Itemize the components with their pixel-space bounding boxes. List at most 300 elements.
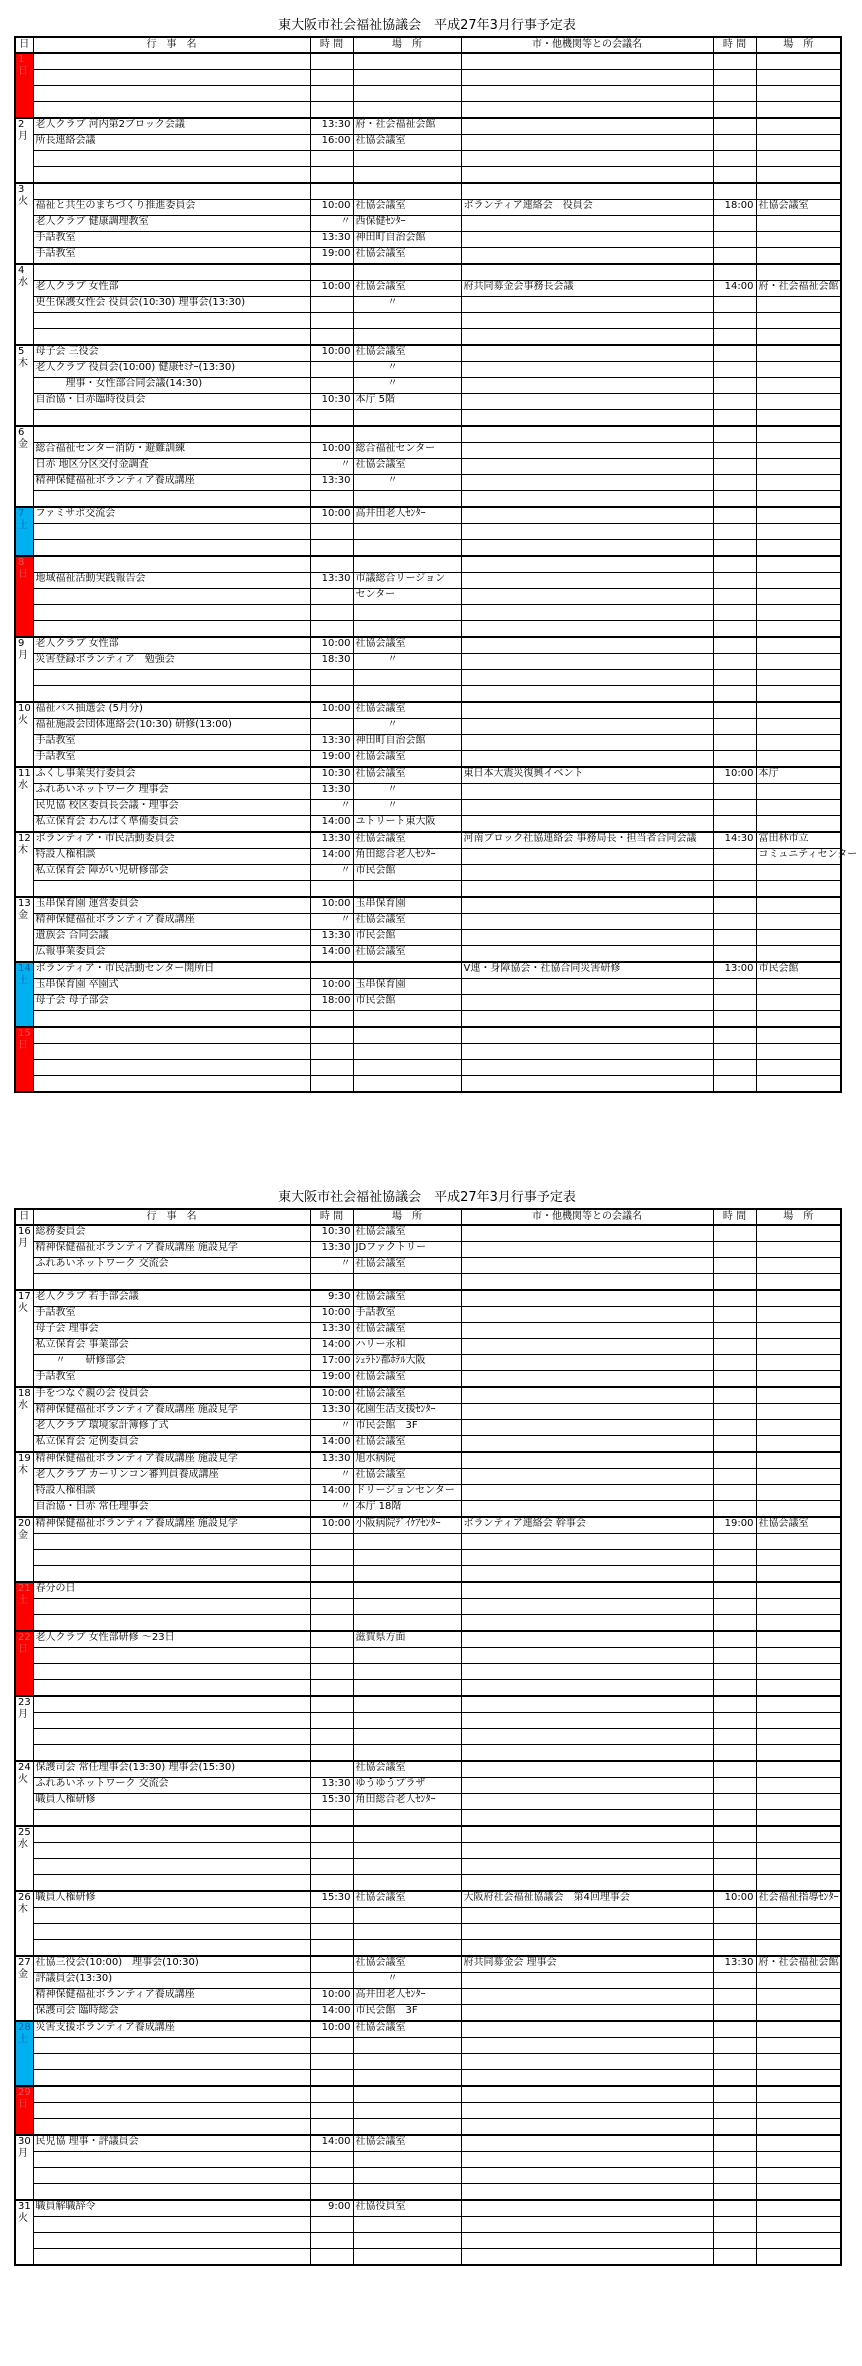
external-meeting-place <box>756 2086 841 2103</box>
external-meeting-name <box>461 151 713 167</box>
event-name: 老人クラブ 役員会(10:00) 健康ｾﾐﾅｰ(13:30) <box>33 362 310 378</box>
external-meeting-time <box>713 443 756 459</box>
external-meeting-name <box>461 2249 713 2266</box>
external-meeting-time <box>713 53 756 70</box>
day-cell: 25 水 <box>15 1826 33 1891</box>
table-row <box>15 2005 841 2022</box>
table-row <box>15 475 841 491</box>
external-meeting-place <box>756 2070 841 2087</box>
external-meeting-place <box>756 1713 841 1729</box>
col-header: 日 <box>15 37 33 53</box>
event-name: 職員人権研修 <box>33 1794 310 1810</box>
event-time <box>310 1011 353 1028</box>
external-meeting-time <box>713 1242 756 1258</box>
external-meeting-name <box>461 524 713 540</box>
day-cell: 16 月 <box>15 1225 33 1290</box>
event-name: 私立保育会 障がい児研修部会 <box>33 865 310 881</box>
external-meeting-place <box>756 1924 841 1940</box>
table-row <box>15 2086 841 2103</box>
event-place <box>353 605 461 621</box>
event-name <box>33 264 310 281</box>
event-name <box>33 1940 310 1957</box>
table-row <box>15 1242 841 1258</box>
event-name: 特設人権相談 <box>33 849 310 865</box>
event-place: 社協会議室 <box>353 200 461 216</box>
external-meeting-time: 14:00 <box>713 281 756 297</box>
event-place: 社協会議室 <box>353 1761 461 1778</box>
external-meeting-name <box>461 2184 713 2201</box>
external-meeting-place <box>756 2249 841 2266</box>
event-place: 社協会議室 <box>353 281 461 297</box>
external-meeting-name <box>461 1339 713 1355</box>
table-row <box>15 2021 841 2038</box>
external-meeting-time <box>713 362 756 378</box>
event-time <box>310 1615 353 1632</box>
external-meeting-place <box>756 2103 841 2119</box>
event-time: 10:00 <box>310 507 353 524</box>
external-meeting-place <box>756 1648 841 1664</box>
external-meeting-time <box>713 394 756 410</box>
external-meeting-time <box>713 1011 756 1028</box>
event-place: 社協会議室 <box>353 1258 461 1274</box>
event-name: ボランティア・市民活動委員会 <box>33 832 310 849</box>
event-place: 市民会館 <box>353 995 461 1011</box>
external-meeting-place <box>756 751 841 768</box>
external-meeting-time <box>713 979 756 995</box>
external-meeting-time <box>713 345 756 362</box>
event-name: 私立保育会 事業部会 <box>33 1339 310 1355</box>
event-place: 〃 <box>353 654 461 670</box>
external-meeting-time <box>713 1371 756 1388</box>
external-meeting-time <box>713 1307 756 1323</box>
event-place: 社協会議室 <box>353 1891 461 1908</box>
external-meeting-place <box>756 1989 841 2005</box>
external-meeting-time <box>713 1713 756 1729</box>
event-time <box>310 1924 353 1940</box>
external-meeting-name <box>461 1060 713 1076</box>
external-meeting-name <box>461 329 713 346</box>
event-place <box>353 1843 461 1859</box>
external-meeting-time <box>713 865 756 881</box>
day-cell: 30 月 <box>15 2135 33 2200</box>
external-meeting-place <box>756 654 841 670</box>
event-name: 精神保健福祉ボランティア養成講座 施設見学 <box>33 1517 310 1534</box>
event-name <box>33 1664 310 1680</box>
event-time: 〃 <box>310 459 353 475</box>
day-cell: 8 日 <box>15 556 33 637</box>
external-meeting-place <box>756 1339 841 1355</box>
external-meeting-name <box>461 86 713 102</box>
external-meeting-place <box>756 1761 841 1778</box>
day-cell: 24 火 <box>15 1761 33 1826</box>
event-place: 本庁 18階 <box>353 1501 461 1518</box>
external-meeting-time <box>713 1387 756 1404</box>
external-meeting-name <box>461 1550 713 1566</box>
event-place <box>353 2119 461 2136</box>
event-place: 〃 <box>353 719 461 735</box>
external-meeting-time <box>713 524 756 540</box>
event-place <box>353 540 461 557</box>
event-name: 手話教室 <box>33 232 310 248</box>
event-place: ユトリート東大阪 <box>353 816 461 833</box>
event-place <box>353 1534 461 1550</box>
event-time <box>310 2086 353 2103</box>
event-place: 本庁 5階 <box>353 394 461 410</box>
external-meeting-time <box>713 1550 756 1566</box>
external-meeting-time <box>713 1076 756 1093</box>
table-row <box>15 2135 841 2152</box>
external-meeting-name <box>461 1307 713 1323</box>
external-meeting-name <box>461 654 713 670</box>
table-row <box>15 1044 841 1060</box>
external-meeting-time <box>713 1843 756 1859</box>
event-name <box>33 313 310 329</box>
event-place <box>353 524 461 540</box>
external-meeting-place <box>756 1778 841 1794</box>
event-time <box>310 1550 353 1566</box>
table-row <box>15 1729 841 1745</box>
external-meeting-time <box>713 1501 756 1518</box>
external-meeting-time <box>713 1973 756 1989</box>
external-meeting-place <box>756 637 841 654</box>
event-place: 玉串保育園 <box>353 897 461 914</box>
external-meeting-place <box>756 897 841 914</box>
schedule-sheet <box>14 1190 840 2266</box>
external-meeting-time <box>713 1778 756 1794</box>
event-time <box>310 1810 353 1827</box>
external-meeting-place <box>756 135 841 151</box>
external-meeting-name <box>461 1371 713 1388</box>
table-row <box>15 2054 841 2070</box>
table-row <box>15 1339 841 1355</box>
table-row <box>15 410 841 427</box>
external-meeting-time <box>713 1339 756 1355</box>
external-meeting-place <box>756 719 841 735</box>
table-row <box>15 865 841 881</box>
event-name: 地域福祉活動実践報告会 <box>33 573 310 589</box>
external-meeting-name <box>461 167 713 184</box>
event-place: 花園生活支援ｾﾝﾀｰ <box>353 1404 461 1420</box>
external-meeting-time <box>713 816 756 833</box>
event-name: 社協三役会(10:00) 理事会(10:30) <box>33 1956 310 1973</box>
external-meeting-name <box>461 1875 713 1892</box>
event-time: 10:00 <box>310 2021 353 2038</box>
event-time <box>310 102 353 119</box>
table-row <box>15 914 841 930</box>
event-time: 〃 <box>310 216 353 232</box>
event-name: ふれあいネットワーク 交流会 <box>33 1778 310 1794</box>
event-name: 保護司会 臨時総会 <box>33 2005 310 2022</box>
event-time <box>310 1859 353 1875</box>
external-meeting-place <box>756 1631 841 1648</box>
event-name: 所長連絡会議 <box>33 135 310 151</box>
event-place: 高井田老人ｾﾝﾀｰ <box>353 1989 461 2005</box>
event-time: 10:30 <box>310 1225 353 1242</box>
external-meeting-time <box>713 2184 756 2201</box>
event-time: 10:00 <box>310 1517 353 1534</box>
table-row <box>15 216 841 232</box>
external-meeting-time: 10:00 <box>713 767 756 784</box>
external-meeting-time <box>713 1452 756 1469</box>
event-place: 〃 <box>353 297 461 313</box>
external-meeting-time <box>713 2070 756 2087</box>
event-name: ファミサポ交流会 <box>33 507 310 524</box>
event-place: 社協会議室 <box>353 135 461 151</box>
external-meeting-time <box>713 1648 756 1664</box>
event-time <box>310 53 353 70</box>
event-name: 老人クラブ 河内第2ブロック会議 <box>33 118 310 135</box>
event-name <box>33 1713 310 1729</box>
external-meeting-time <box>713 1258 756 1274</box>
header-row <box>15 1209 841 1225</box>
event-time <box>310 686 353 703</box>
external-meeting-name <box>461 1810 713 1827</box>
external-meeting-name <box>461 1420 713 1436</box>
table-row <box>15 556 841 573</box>
event-time: 13:30 <box>310 232 353 248</box>
event-name: 玉串保育園 卒園式 <box>33 979 310 995</box>
external-meeting-name <box>461 1355 713 1371</box>
event-name: 精神保健福祉ボランティア養成講座 施設見学 <box>33 1404 310 1420</box>
external-meeting-place <box>756 459 841 475</box>
event-time: 13:30 <box>310 735 353 751</box>
external-meeting-place <box>756 995 841 1011</box>
table-row <box>15 897 841 914</box>
event-place: 社協会議室 <box>353 2135 461 2152</box>
external-meeting-place <box>756 1745 841 1762</box>
external-meeting-place <box>756 1973 841 1989</box>
event-place <box>353 1615 461 1632</box>
external-meeting-place <box>756 378 841 394</box>
external-meeting-time <box>713 914 756 930</box>
event-name: 災害支援ボランティア養成講座 <box>33 2021 310 2038</box>
event-time <box>310 2070 353 2087</box>
table-row <box>15 670 841 686</box>
external-meeting-place <box>756 735 841 751</box>
external-meeting-time <box>713 1566 756 1583</box>
external-meeting-name: V連・身障協会・社協合同災害研修 <box>461 962 713 979</box>
external-meeting-name <box>461 914 713 930</box>
external-meeting-time <box>713 784 756 800</box>
table-row <box>15 1452 841 1469</box>
event-name <box>33 86 310 102</box>
external-meeting-time <box>713 1355 756 1371</box>
event-time <box>310 1060 353 1076</box>
external-meeting-time <box>713 1225 756 1242</box>
event-time <box>310 1826 353 1843</box>
table-row <box>15 2233 841 2249</box>
external-meeting-place <box>756 329 841 346</box>
external-meeting-name <box>461 1469 713 1485</box>
external-meeting-time <box>713 1761 756 1778</box>
table-row <box>15 394 841 410</box>
day-cell: 5 木 <box>15 345 33 426</box>
event-place <box>353 1274 461 1291</box>
external-meeting-place <box>756 1242 841 1258</box>
table-row <box>15 540 841 557</box>
event-place <box>353 1599 461 1615</box>
event-name <box>33 329 310 346</box>
external-meeting-time <box>713 1696 756 1713</box>
event-place <box>353 686 461 703</box>
event-name <box>33 1826 310 1843</box>
event-place <box>353 410 461 427</box>
event-name: 保護司会 常任理事会(13:30) 理事会(15:30) <box>33 1761 310 1778</box>
external-meeting-place <box>756 362 841 378</box>
event-time <box>310 1696 353 1713</box>
table-row <box>15 2103 841 2119</box>
external-meeting-time <box>713 2168 756 2184</box>
external-meeting-name <box>461 1044 713 1060</box>
external-meeting-time <box>713 264 756 281</box>
external-meeting-time <box>713 1924 756 1940</box>
event-place: 社協会議室 <box>353 751 461 768</box>
external-meeting-place: 本庁 <box>756 767 841 784</box>
external-meeting-place <box>756 1452 841 1469</box>
external-meeting-name <box>461 1242 713 1258</box>
external-meeting-name <box>461 1859 713 1875</box>
event-place: センター <box>353 589 461 605</box>
event-name: 遺族会 合同会議 <box>33 930 310 946</box>
day-cell: 31 火 <box>15 2200 33 2265</box>
external-meeting-name <box>461 491 713 508</box>
table-row <box>15 1420 841 1436</box>
event-place <box>353 1875 461 1892</box>
external-meeting-place <box>756 1534 841 1550</box>
event-name <box>33 524 310 540</box>
external-meeting-place: 府・社会福祉会館 <box>756 281 841 297</box>
external-meeting-name <box>461 1778 713 1794</box>
event-time <box>310 962 353 979</box>
external-meeting-name <box>461 1436 713 1453</box>
table-row <box>15 2200 841 2217</box>
event-name <box>33 2103 310 2119</box>
event-place <box>353 53 461 70</box>
col-header: 市・他機関等との会議名 <box>461 1209 713 1225</box>
external-meeting-name <box>461 735 713 751</box>
day-cell: 7 土 <box>15 507 33 556</box>
table-row <box>15 1631 841 1648</box>
event-place: 社協会議室 <box>353 345 461 362</box>
schedule-table <box>14 36 858 1093</box>
event-name <box>33 1843 310 1859</box>
day-cell: 2 月 <box>15 118 33 183</box>
event-place: 社協会議室 <box>353 1469 461 1485</box>
event-place: ドリージョンセンター <box>353 1485 461 1501</box>
event-time <box>310 1582 353 1599</box>
external-meeting-name <box>461 1924 713 1940</box>
external-meeting-name <box>461 2086 713 2103</box>
event-time: 13:30 <box>310 1323 353 1339</box>
day-cell: 28 土 <box>15 2021 33 2086</box>
external-meeting-place <box>756 2021 841 2038</box>
event-name: 母子会 母子部会 <box>33 995 310 1011</box>
external-meeting-place: 社協会議室 <box>756 1517 841 1534</box>
event-time: 13:30 <box>310 118 353 135</box>
external-meeting-time <box>713 1859 756 1875</box>
event-name <box>33 2233 310 2249</box>
event-time: 10:00 <box>310 345 353 362</box>
external-meeting-name <box>461 1534 713 1550</box>
table-row <box>15 118 841 135</box>
external-meeting-place <box>756 784 841 800</box>
event-time: 〃 <box>310 1258 353 1274</box>
external-meeting-place <box>756 2168 841 2184</box>
event-time: 15:30 <box>310 1794 353 1810</box>
external-meeting-place <box>756 410 841 427</box>
external-meeting-name <box>461 475 713 491</box>
table-row <box>15 1371 841 1388</box>
external-meeting-name: 府共同募金会事務長会議 <box>461 281 713 297</box>
external-meeting-name <box>461 1843 713 1859</box>
event-name: 福祉施設会団体連絡会(10:30) 研修(13:00) <box>33 719 310 735</box>
event-time <box>310 1680 353 1697</box>
table-row <box>15 1810 841 1827</box>
external-meeting-time <box>713 151 756 167</box>
event-name <box>33 1274 310 1291</box>
event-name: 手話教室 <box>33 248 310 265</box>
external-meeting-place <box>756 2038 841 2054</box>
event-name: 手話教室 <box>33 1307 310 1323</box>
external-meeting-time <box>713 1420 756 1436</box>
day-cell: 22 日 <box>15 1631 33 1696</box>
table-row <box>15 1973 841 1989</box>
external-meeting-time <box>713 686 756 703</box>
event-time: 13:30 <box>310 1404 353 1420</box>
external-meeting-name <box>461 410 713 427</box>
event-name: 春分の日 <box>33 1582 310 1599</box>
external-meeting-place <box>756 2119 841 2136</box>
external-meeting-time <box>713 1826 756 1843</box>
table-row <box>15 248 841 265</box>
external-meeting-name <box>461 930 713 946</box>
external-meeting-name <box>461 443 713 459</box>
external-meeting-name <box>461 248 713 265</box>
event-place: 社協会議室 <box>353 1323 461 1339</box>
event-name <box>33 1060 310 1076</box>
table-row <box>15 378 841 394</box>
event-name: 理事・女性部合同会議(14:30) <box>33 378 310 394</box>
table-row <box>15 102 841 119</box>
event-place <box>353 2152 461 2168</box>
external-meeting-time <box>713 1631 756 1648</box>
event-name: ふれあいネットワーク 交流会 <box>33 1258 310 1274</box>
external-meeting-name <box>461 1452 713 1469</box>
event-name: 更生保護女性会 役員会(10:30) 理事会(13:30) <box>33 297 310 313</box>
external-meeting-name: 大阪府社会福祉協議会 第4回理事会 <box>461 1891 713 1908</box>
event-name: ふくし事業実行委員会 <box>33 767 310 784</box>
event-time <box>310 1908 353 1924</box>
event-time: 14:00 <box>310 2005 353 2022</box>
external-meeting-place <box>756 1485 841 1501</box>
event-name <box>33 102 310 119</box>
event-place: 〃 <box>353 362 461 378</box>
event-place: 〃 <box>353 800 461 816</box>
event-time <box>310 2217 353 2233</box>
event-name <box>33 1648 310 1664</box>
event-place: 社協会議室 <box>353 1436 461 1453</box>
event-time <box>310 1843 353 1859</box>
event-place: 〃 <box>353 475 461 491</box>
event-name <box>33 53 310 70</box>
event-name <box>33 1859 310 1875</box>
external-meeting-place <box>756 475 841 491</box>
external-meeting-time <box>713 589 756 605</box>
event-place <box>353 1924 461 1940</box>
table-row <box>15 946 841 963</box>
event-time <box>310 1940 353 1957</box>
external-meeting-name <box>461 1258 713 1274</box>
